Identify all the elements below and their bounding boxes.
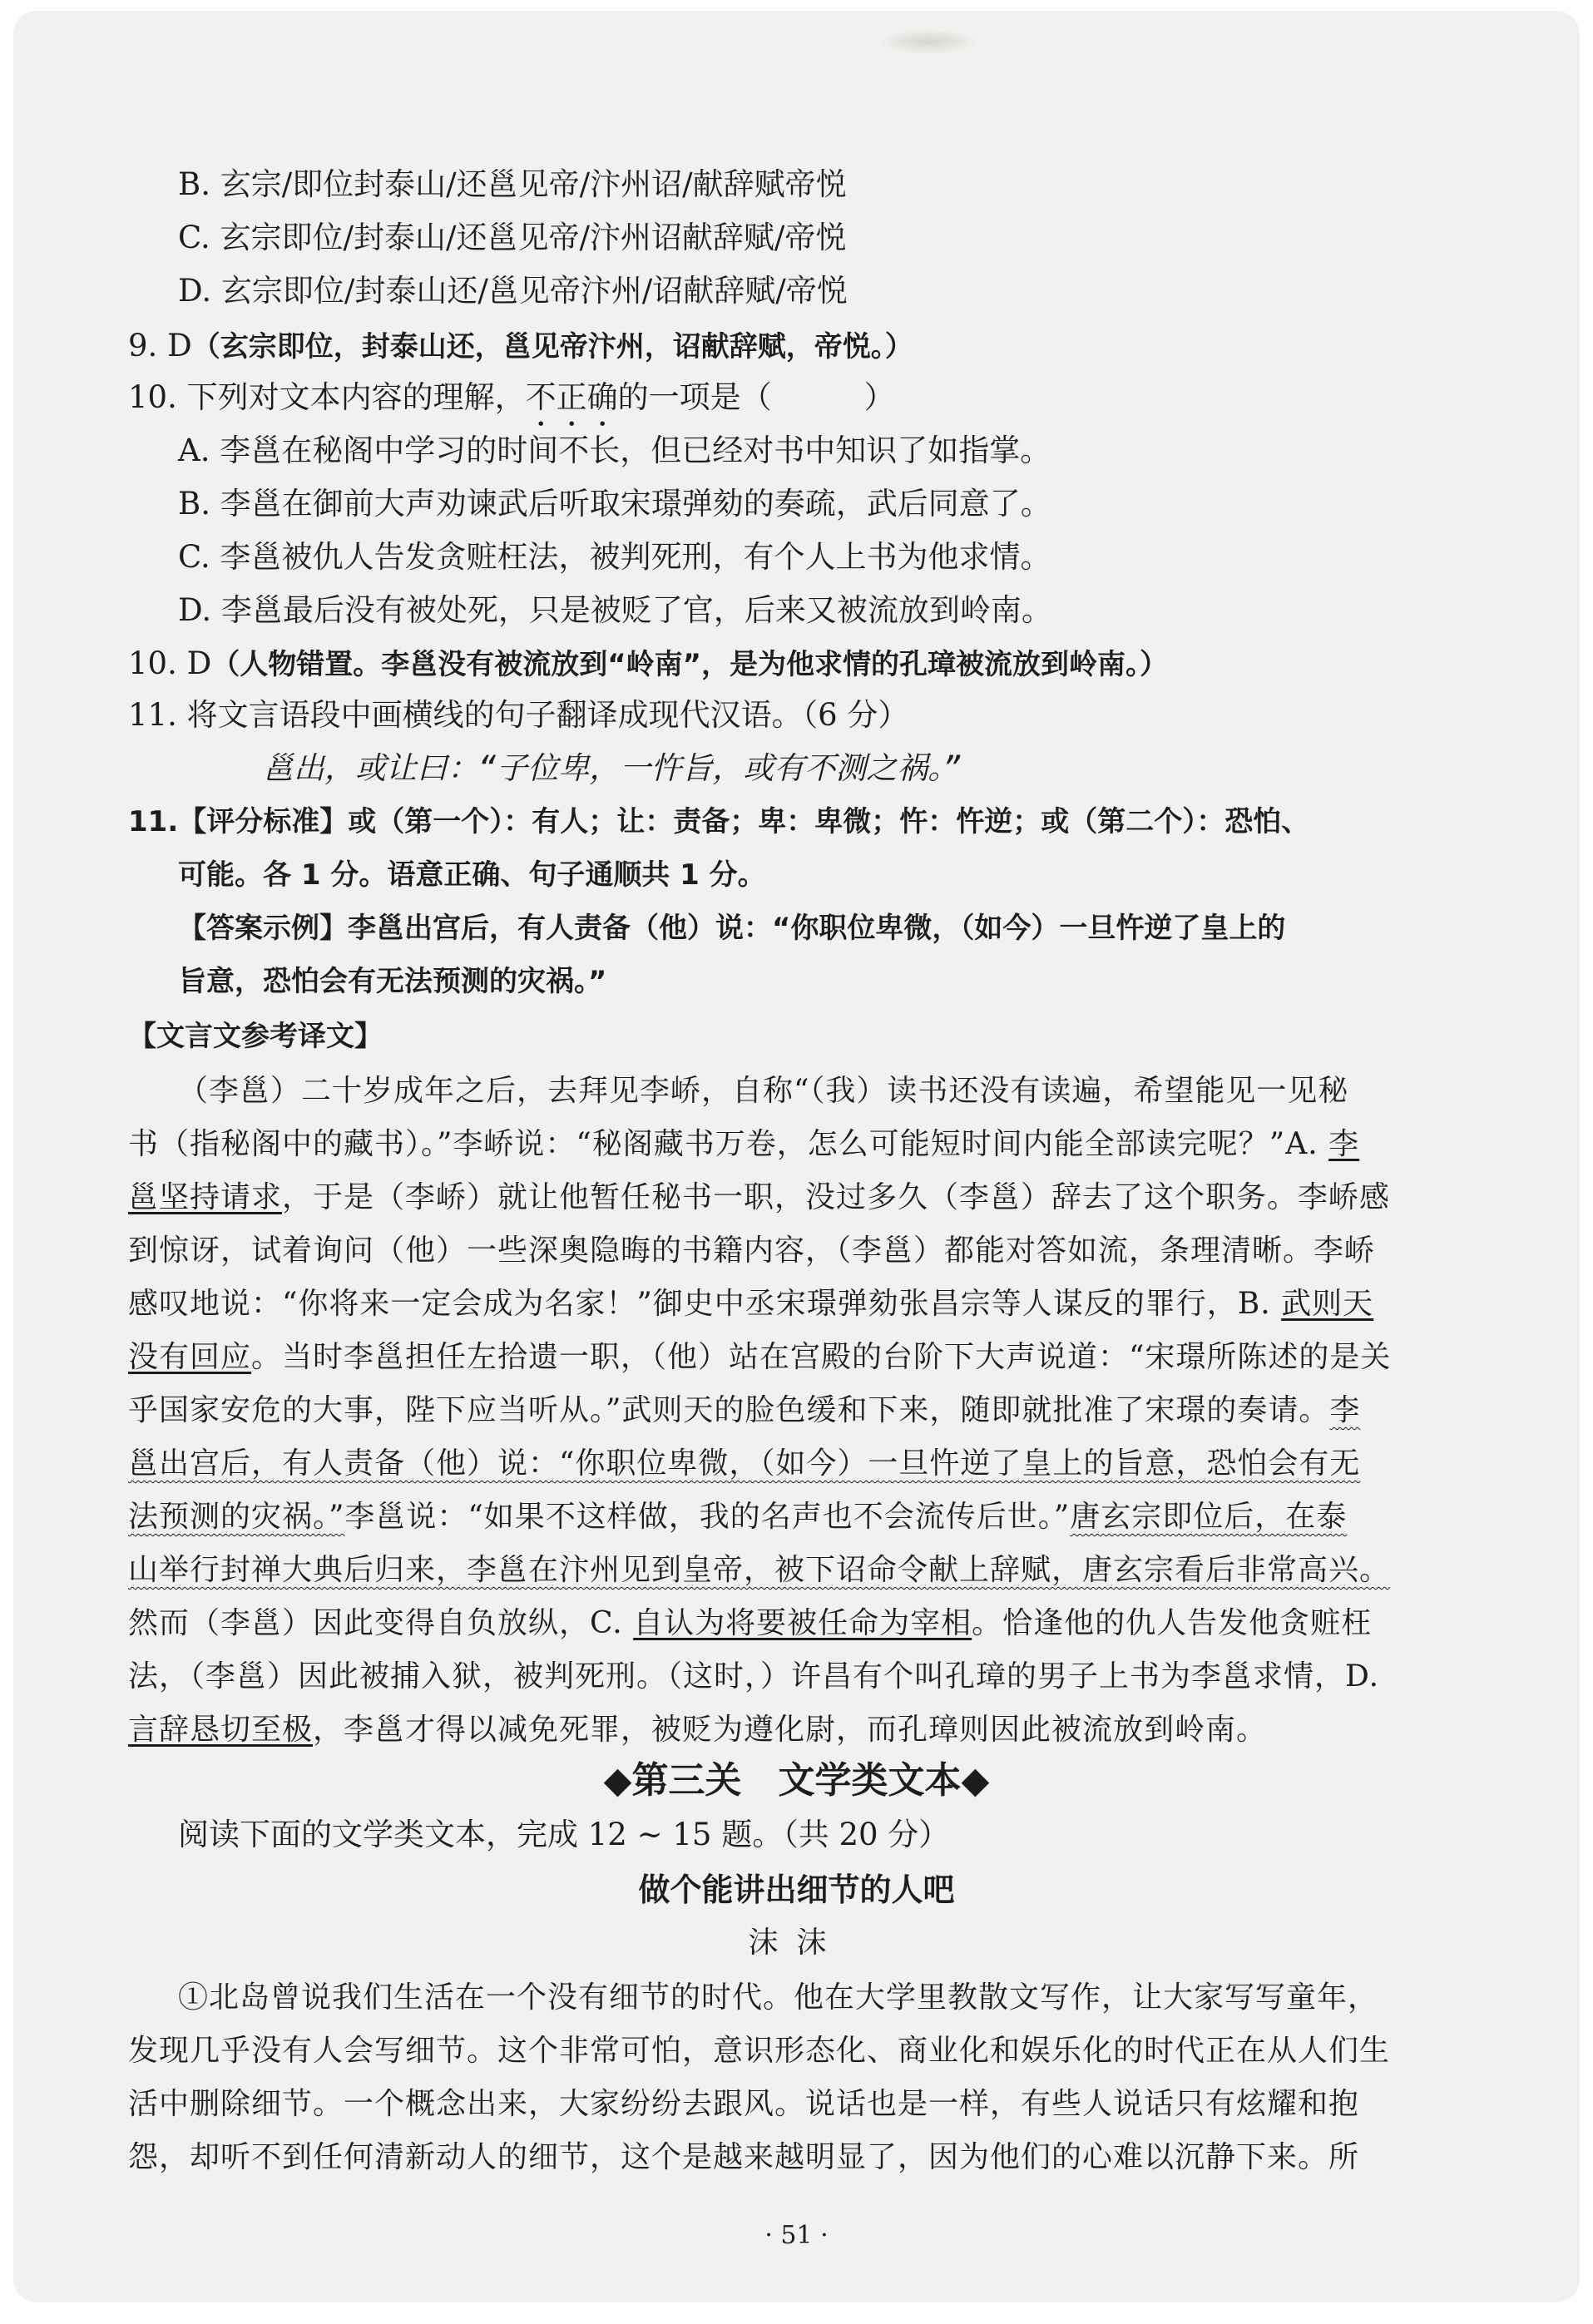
answer-11-scoring-line1: 11.【评分标准】或（第一个）：有人；让：责备；卑：卑微；忤：忤逆；或（第二个）：恐怕、 [128, 805, 1310, 838]
answer-9-letter: 9. D [128, 328, 192, 363]
translation-wavy: 李 [1329, 1393, 1361, 1427]
article-author: 沫沫 [748, 1926, 845, 1960]
scan-artifact [878, 29, 978, 54]
option-10c: C. 李邕被仇人告发贪赃枉法，被判死刑，有个人上书为他求情。 [178, 539, 1051, 575]
translation-text: 。恰逢他的仇人告发他贪赃枉 [972, 1606, 1373, 1640]
translation-line [128, 1338, 1391, 1376]
question-10-prefix: 10. 下列对文本内容的理解， [128, 379, 526, 415]
translation-text: ，于是（李峤）就让他暂任秘书一职，没过多久（李邕）辞去了这个职务。李峤感 [282, 1180, 1391, 1214]
translation-underlined: 言辞恳切至极 [128, 1713, 314, 1747]
translation-wavy: 法预测的灾祸。” [128, 1500, 345, 1534]
translation-text: 感叹地说：“你将来一定会成为名家！”御史中丞宋璟弹劾张昌宗等人谋反的罪行，B. [128, 1287, 1282, 1321]
option-9d: D. 玄宗即位/封泰山还/邕见帝汴州/诏献辞赋/帝悦 [178, 273, 848, 309]
translation-underlined: 自认为将要被任命为宰相 [633, 1606, 972, 1640]
translation-underlined: 武则天 [1281, 1287, 1374, 1321]
option-10b: B. 李邕在御前大声劝谏武后听取宋璟弹劾的奏疏，武后同意了。 [178, 486, 1051, 522]
section-title: ◆第三关 文学类文本◆ [603, 1759, 990, 1802]
answer-9 [128, 327, 913, 365]
translation-line [128, 1498, 1347, 1535]
translation-line [128, 1125, 1359, 1163]
question-10-emphasis: 不正确 [525, 379, 618, 415]
translation-line: 到惊讶，试着询问（他）一些深奥隐晦的书籍内容，（李邕）都能对答如流，条理清晰。李峤 [128, 1234, 1376, 1268]
translation-line: （李邕）二十岁成年之后，去拜见李峤，自称“（我）读书还没有读遍，希望能见一见秘 [178, 1074, 1349, 1108]
article-paragraph-line: ①北岛曾说我们生活在一个没有细节的时代。他在大学里教散文写作，让大家写写童年， [178, 1980, 1379, 2015]
article-paragraph-line: 活中删除细节。一个概念出来，大家纷纷去跟风。说话也是一样，有些人说话只有炫耀和抱 [128, 2087, 1360, 2121]
article-paragraph-line: 怨，却听不到任何清新动人的细节，这个是越来越明显了，因为他们的心难以沉静下来。所 [128, 2140, 1360, 2174]
answer-10-letter: 10. D [128, 645, 212, 681]
answer-9-explanation: （玄宗即位，封泰山还，邕见帝汴州，诏献辞赋，帝悦。） [191, 330, 913, 363]
question-11-quote: 邕出，或让曰：“子位卑，一忤旨，或有不测之祸。” [263, 750, 962, 786]
translation-line [128, 1392, 1360, 1429]
translation-text: 。当时李邕担任左拾遗一职，（他）站在宫殿的台阶下大声说道：“宋璟所陈述的是关 [251, 1340, 1392, 1374]
option-9b: B. 玄宗/即位封泰山/还邕见帝/汴州诏/献辞赋帝悦 [178, 166, 847, 202]
question-10 [128, 378, 895, 433]
translation-underlined: 邕坚持请求 [128, 1180, 283, 1214]
translation-wavy: 邕出宫后，有人责备（他）说：“你职位卑微，（如今）一旦忤逆了皇上的旨意，恐怕会有无 [128, 1446, 1361, 1481]
page-number: · 51 · [764, 2221, 829, 2250]
translation-line [128, 1285, 1373, 1323]
question-11: 11. 将文言语段中画横线的句子翻译成现代汉语。（6 分） [128, 697, 909, 733]
translation-underlined: 没有回应 [128, 1340, 252, 1374]
section-instruction: 阅读下面的文学类文本，完成 12 ~ 15 题。（共 20 分） [178, 1817, 950, 1852]
option-10a: A. 李邕在秘阁中学习的时间不长，但已经对书中知识了如指掌。 [178, 433, 1051, 468]
option-10d: D. 李邕最后没有被处死，只是被贬了官，后来又被流放到岭南。 [178, 592, 1052, 628]
translation-line [128, 1605, 1372, 1642]
translation-text: 然而（李邕）因此变得自负放纵，C. [128, 1606, 634, 1640]
translation-line [128, 1445, 1360, 1482]
answer-11-example-line2: 旨意，恐怕会有无法预测的灾祸。” [178, 965, 607, 998]
translation-line [128, 1179, 1390, 1216]
translation-line: 法，（李邕）因此被捕入狱，被判死刑。（这时，）许昌有个叫孔璋的男子上书为李邕求情，D. [128, 1659, 1380, 1694]
answer-11-scoring-line2: 可能。各 1 分。语意正确、句子通顺共 1 分。 [178, 858, 766, 892]
translation-underlined: 李 [1328, 1127, 1360, 1161]
answer-10-explanation: （人物错置。李邕没有被流放到“岭南”，是为他求情的孔璋被流放到岭南。） [211, 648, 1168, 681]
translation-heading: 【文言文参考译文】 [128, 1020, 383, 1053]
question-10-suffix: 的一项是（ ） [617, 379, 895, 415]
translation-wavy: 唐玄宗即位后，在泰 [1070, 1500, 1348, 1534]
article-paragraph-line: 发现几乎没有人会写细节。这个非常可怕，意识形态化、商业化和娱乐化的时代正在从人们生 [128, 2034, 1391, 2068]
translation-line [128, 1711, 1267, 1748]
translation-line [128, 1551, 1390, 1589]
translation-text: 书（指秘阁中的藏书）。”李峤说：“秘阁藏书万卷，怎么可能短时间内能全部读完呢？”A. [128, 1127, 1329, 1161]
article-title: 做个能讲出细节的人吧 [638, 1872, 955, 1908]
document-page [13, 11, 1580, 2302]
option-9c: C. 玄宗即位/封泰山/还邕见帝/汴州诏献辞赋/帝悦 [178, 220, 847, 255]
translation-text: 乎国家安危的大事，陛下应当听从。”武则天的脸色缓和下来，随即就批准了宋璟的奏请。 [128, 1393, 1330, 1427]
translation-text: ，李邕才得以减免死罪，被贬为遵化尉，而孔璋则因此被流放到岭南。 [313, 1713, 1268, 1747]
translation-text: 李邕说：“如果不这样做，我的名声也不会流传后世。” [344, 1500, 1071, 1534]
answer-10 [128, 645, 1168, 683]
translation-wavy: 山举行封禅大典后归来，李邕在汴州见到皇帝，被下诏命令献上辞赋，唐玄宗看后非常高兴。 [128, 1553, 1391, 1587]
answer-11-example-line1: 【答案示例】李邕出宫后，有人责备（他）说：“你职位卑微，（如今）一旦忤逆了皇上的 [178, 912, 1286, 945]
